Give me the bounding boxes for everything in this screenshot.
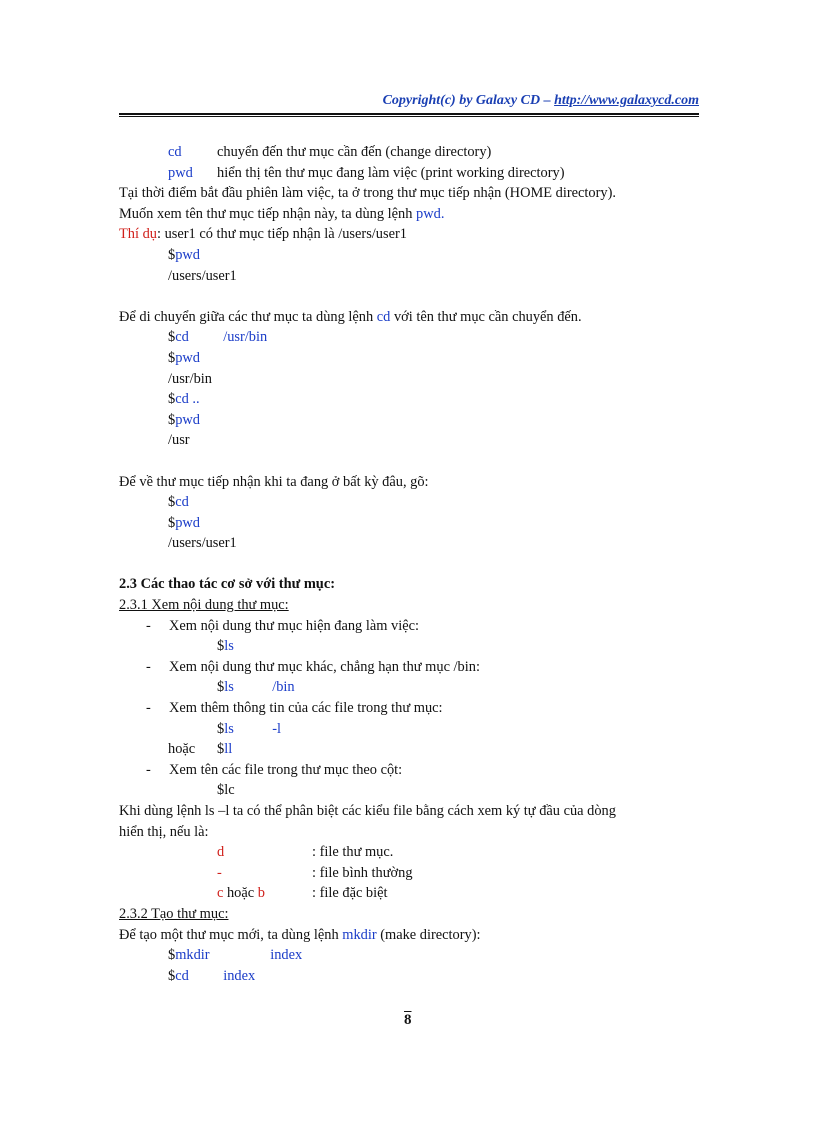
file-type-key: b bbox=[257, 885, 265, 902]
prompt: $ bbox=[217, 679, 225, 696]
bullet-dash: - bbox=[146, 761, 151, 778]
example-text: : user1 có thư mục tiếp nhận là /users/user1 bbox=[156, 226, 407, 243]
list-item bbox=[119, 616, 699, 637]
cd-inline-command: cd bbox=[376, 308, 391, 325]
paragraph-pwd-usage bbox=[119, 204, 699, 225]
code-command: cd .. bbox=[175, 391, 200, 408]
prompt: $ bbox=[168, 329, 176, 346]
list-item bbox=[119, 760, 699, 781]
pwd-definition bbox=[119, 163, 699, 184]
prompt: $ bbox=[217, 638, 225, 655]
code-line bbox=[119, 348, 699, 369]
pwd-command: pwd bbox=[168, 164, 193, 181]
prompt: $ bbox=[168, 411, 176, 428]
code-argument: -l bbox=[272, 720, 281, 737]
code-output: /usr/bin bbox=[168, 370, 212, 387]
paragraph-mkdir-usage bbox=[119, 925, 699, 946]
code-command: pwd bbox=[175, 514, 200, 531]
example-line bbox=[119, 224, 699, 245]
header-copyright: Copyright(c) by Galaxy CD – bbox=[382, 93, 555, 108]
file-type-row bbox=[119, 842, 699, 863]
spacer bbox=[119, 554, 699, 575]
code-line bbox=[119, 513, 699, 534]
code-command: ls bbox=[224, 720, 234, 737]
prompt: $ bbox=[168, 494, 176, 511]
code-line bbox=[119, 636, 699, 657]
code-command: cd bbox=[175, 494, 189, 511]
page-number: 8 bbox=[404, 1012, 412, 1028]
code-line bbox=[119, 389, 699, 410]
code-command: pwd bbox=[175, 246, 200, 263]
code-line bbox=[119, 739, 699, 760]
code-line bbox=[119, 966, 699, 987]
code-line bbox=[119, 719, 699, 740]
code-output: /users/user1 bbox=[168, 267, 237, 284]
code-output: /users/user1 bbox=[168, 535, 237, 552]
code-argument: /usr/bin bbox=[223, 329, 268, 346]
code-line bbox=[119, 245, 699, 266]
list-item-text: Xem tên các file trong thư mục theo cột: bbox=[169, 761, 403, 778]
cd-command: cd bbox=[168, 144, 182, 160]
mkdir-inline-command: mkdir bbox=[342, 926, 377, 943]
paragraph-cd-usage bbox=[119, 307, 699, 328]
code-line bbox=[119, 410, 699, 431]
paragraph-text: Để tạo một thư mục mới, ta dùng lệnh bbox=[119, 926, 343, 943]
page-header bbox=[383, 93, 699, 109]
prompt: $ bbox=[217, 741, 225, 758]
prompt: $ bbox=[168, 391, 176, 408]
code-argument: /bin bbox=[272, 679, 295, 696]
file-type-or: hoặc bbox=[223, 885, 258, 902]
paragraph-file-types: Khi dùng lệnh ls –l ta có thể phân biệt các kiểu file bằng cách xem ký tự đầu của dòng bbox=[119, 803, 616, 819]
code-command: pwd bbox=[175, 349, 200, 366]
code-argument: index bbox=[270, 947, 303, 964]
code-command: ls bbox=[224, 679, 234, 696]
pwd-inline-command: pwd. bbox=[416, 205, 445, 222]
paragraph-file-types-cont: hiển thị, nếu là: bbox=[119, 823, 209, 840]
example-label: Thí dụ bbox=[119, 226, 157, 243]
subsection-heading: 2.3.1 Xem nội dung thư mục: bbox=[119, 597, 289, 614]
cd-description: chuyển đến thư mục cần đến (change directory) bbox=[217, 144, 492, 160]
file-type-desc: : file đặc biệt bbox=[312, 885, 388, 902]
code-command: ls bbox=[224, 638, 234, 655]
file-type-key: c bbox=[217, 885, 224, 902]
list-item bbox=[119, 698, 699, 719]
paragraph-home-directory: Tại thời điểm bắt đầu phiên làm việc, ta ở trong thư mục tiếp nhận (HOME directory). bbox=[119, 185, 616, 202]
list-item-text: Xem nội dung thư mục hiện đang làm việc: bbox=[169, 617, 419, 634]
code-output: /usr bbox=[168, 432, 190, 449]
file-type-desc: : file thư mục. bbox=[312, 844, 394, 861]
spacer bbox=[119, 286, 699, 307]
or-label: hoặc bbox=[168, 741, 196, 758]
prompt: $ bbox=[168, 246, 176, 263]
code-line bbox=[119, 327, 699, 348]
prompt: $ bbox=[168, 967, 176, 984]
list-item bbox=[119, 657, 699, 678]
prompt: $ bbox=[168, 514, 176, 531]
code-command: mkdir bbox=[175, 947, 210, 964]
file-type-desc: : file bình thường bbox=[312, 864, 413, 881]
list-item-text: Xem thêm thông tin của các file trong thư mục: bbox=[169, 700, 443, 717]
bullet-dash: - bbox=[146, 700, 151, 717]
code-line: $lc bbox=[217, 782, 235, 799]
list-item-text: Xem nội dung thư mục khác, chẳng hạn thư mục /bin: bbox=[169, 658, 480, 675]
code-command: ll bbox=[224, 741, 233, 758]
file-type-key: d bbox=[217, 844, 225, 861]
paragraph-text: (make directory): bbox=[376, 926, 481, 943]
spacer bbox=[119, 451, 699, 472]
paragraph-home-return: Để về thư mục tiếp nhận khi ta đang ở bất kỳ đâu, gõ: bbox=[119, 473, 429, 490]
paragraph-text: với tên thư mục cần chuyển đến. bbox=[390, 308, 582, 325]
prompt: $ bbox=[168, 947, 176, 964]
code-line bbox=[119, 677, 699, 698]
bullet-dash: - bbox=[146, 658, 151, 675]
code-command: pwd bbox=[175, 411, 200, 428]
document-body bbox=[119, 142, 699, 986]
bullet-dash: - bbox=[146, 617, 151, 634]
paragraph-text: Để di chuyển giữa các thư mục ta dùng lệnh bbox=[119, 308, 377, 325]
code-line bbox=[119, 945, 699, 966]
header-url-link[interactable]: http://www.galaxycd.com bbox=[554, 93, 699, 108]
pwd-description: hiển thị tên thư mục đang làm việc (print working directory) bbox=[217, 164, 565, 181]
prompt: $ bbox=[217, 720, 225, 737]
file-type-row bbox=[119, 863, 699, 884]
code-argument: index bbox=[223, 967, 256, 984]
prompt: $ bbox=[168, 349, 176, 366]
code-command: cd bbox=[175, 329, 189, 346]
file-type-key: - bbox=[217, 864, 222, 881]
paragraph-text: Muốn xem tên thư mục tiếp nhận này, ta dùng lệnh bbox=[119, 205, 417, 222]
code-command: cd bbox=[175, 967, 189, 984]
header-rule bbox=[119, 113, 699, 117]
cd-definition bbox=[119, 142, 699, 163]
subsection-heading: 2.3.2 Tạo thư mục: bbox=[119, 905, 229, 922]
section-heading: 2.3 Các thao tác cơ sở với thư mục: bbox=[119, 576, 335, 593]
code-line bbox=[119, 492, 699, 513]
file-type-row bbox=[119, 883, 699, 904]
